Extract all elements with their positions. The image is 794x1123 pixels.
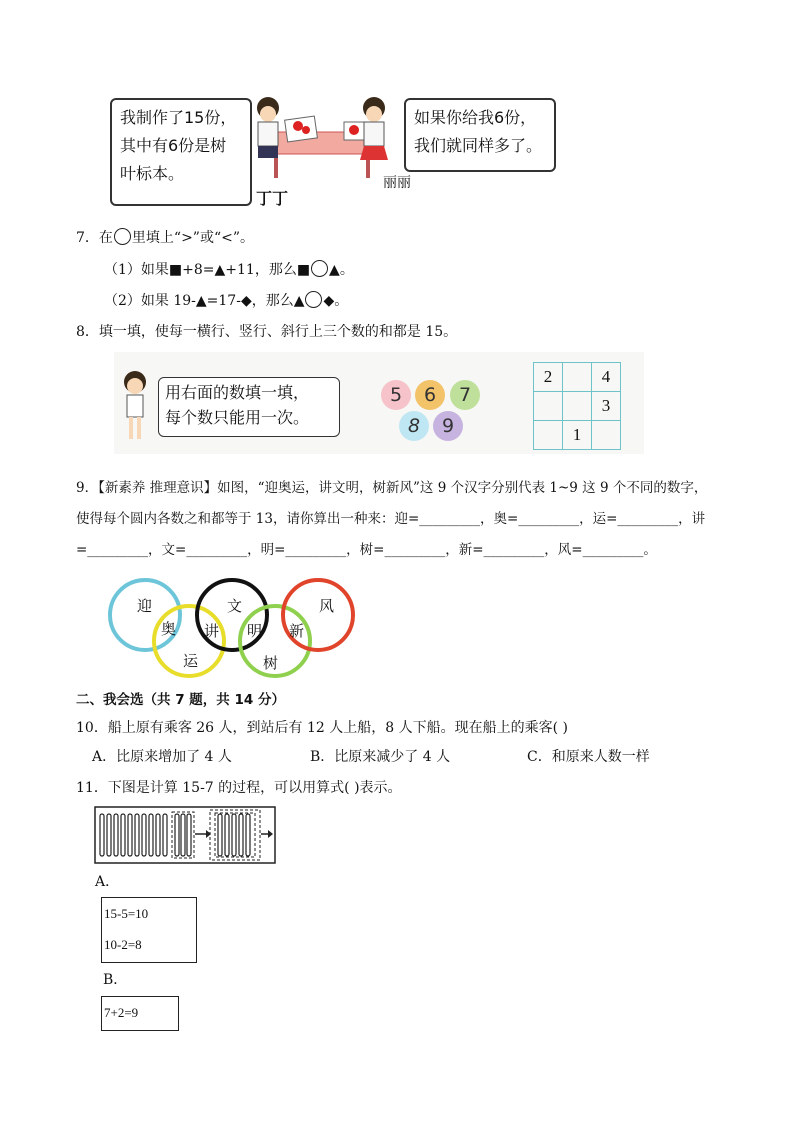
grid-cell[interactable] (534, 392, 563, 421)
char-ao: 奥 (161, 620, 177, 638)
char-ming: 明 (247, 622, 263, 640)
dialog-left-line-1: 我制作了15份， (120, 108, 237, 127)
char-yun: 运 (183, 652, 199, 670)
grid-cell[interactable] (563, 363, 592, 392)
olympic-rings-figure (105, 575, 365, 685)
grid-cell[interactable]: 2 (534, 363, 563, 392)
q7-stem-b: 里填上“>”或“<”。 (131, 230, 255, 246)
number-ball-9: 9 (433, 411, 463, 441)
dialog-left-line-3: 叶标本。 (120, 164, 185, 183)
char-wen: 文 (227, 597, 243, 615)
grid-cell[interactable] (534, 421, 563, 450)
char-feng: 风 (319, 597, 335, 615)
q7-stem-a: 7．在 (76, 230, 113, 246)
dialog-bubble-left (110, 98, 252, 206)
q7-p1-b: ▲。 (329, 262, 354, 278)
q11-option-b-line-1: 7+2=9 (104, 1005, 139, 1020)
q10-option-c[interactable]: C．和原来人数一样 (527, 749, 650, 765)
grid-cell[interactable]: 3 (592, 392, 621, 421)
dialog-right-line-2: 我们就同样多了。 (414, 136, 543, 155)
children-table-illustration (246, 94, 396, 186)
char-ying: 迎 (137, 597, 153, 615)
number-ball-5: 5 (381, 380, 411, 410)
answer-circle-2[interactable] (305, 291, 322, 308)
q8-bubble-line-2: 每个数只能用一次。 (165, 408, 310, 427)
sticks-diagram (94, 806, 276, 864)
q10-option-a[interactable]: A．比原来增加了 4 人 (92, 749, 232, 765)
name-dingding: 丁丁 (256, 189, 289, 208)
q8-stem: 8．填一填，使每一横行、竖行、斜行上三个数的和都是 15。 (76, 324, 458, 340)
q11-stem: 11．下图是计算 15-7 的过程，可以用算式( )表示。 (76, 780, 402, 796)
q10-option-b[interactable]: B．比原来减少了 4 人 (310, 749, 451, 765)
number-ball-8: 8 (399, 411, 429, 441)
q7-p2-a: （2）如果 19-▲=17-◆，那么▲ (104, 293, 305, 309)
answer-circle-1[interactable] (311, 260, 328, 277)
q10-stem: 10．船上原有乘客 26 人，到站后有 12 人上船，8 人下船。现在船上的乘客( ) (76, 720, 568, 736)
grid-cell[interactable] (563, 392, 592, 421)
q8-bubble (158, 377, 340, 437)
q11-option-a-line-1: 15-5=10 (104, 906, 149, 921)
q7-part-1 (104, 260, 354, 280)
section-2-heading: 二、我会选（共 7 题，共 14 分） (76, 692, 285, 708)
grid-cell[interactable]: 4 (592, 363, 621, 392)
q7-p1-a: （1）如果■+8=▲+11，那么■ (104, 262, 311, 278)
answer-circle[interactable] (114, 228, 131, 245)
q11-option-a-label[interactable]: A． (95, 874, 120, 890)
q7-part-2 (104, 291, 348, 311)
dialog-left-line-2: 其中有6份是树 (120, 136, 227, 155)
char-xin: 新 (289, 622, 305, 640)
q9-line-3: =_________，文=_________，明=_________，树=_________，新=_________，风=_________。 (76, 542, 657, 558)
q7-p2-b: ◆。 (323, 293, 349, 309)
char-shu: 树 (263, 654, 279, 672)
q9-line-1: 9．【新素养 推理意识】如图，“迎奥运，讲文明，树新风”这 9 个汉字分别代表 1~9 这 9 个不同的数字， (76, 480, 708, 496)
q8-bubble-line-1: 用右面的数填一填， (165, 383, 310, 402)
q7-stem (76, 228, 254, 248)
number-ball-6: 6 (415, 380, 445, 410)
number-ball-7: 7 (450, 380, 480, 410)
magic-square-grid (533, 362, 621, 450)
dialog-right-line-1: 如果你给我6份， (414, 108, 537, 127)
q11-option-a-line-2: 10-2=8 (104, 937, 142, 952)
dialog-bubble-right (404, 98, 556, 172)
grid-cell[interactable] (592, 421, 621, 450)
name-lili: 丽丽 (383, 175, 411, 191)
grid-cell[interactable]: 1 (563, 421, 592, 450)
q9-line-2: 使得每个圆内各数之和都等于 13，请你算出一种来：迎=_________，奥=_________，运=_________，讲 (76, 511, 706, 527)
q11-option-b-label[interactable]: B． (103, 972, 128, 988)
char-jiang: 讲 (204, 622, 220, 640)
girl-illustration (118, 370, 152, 444)
